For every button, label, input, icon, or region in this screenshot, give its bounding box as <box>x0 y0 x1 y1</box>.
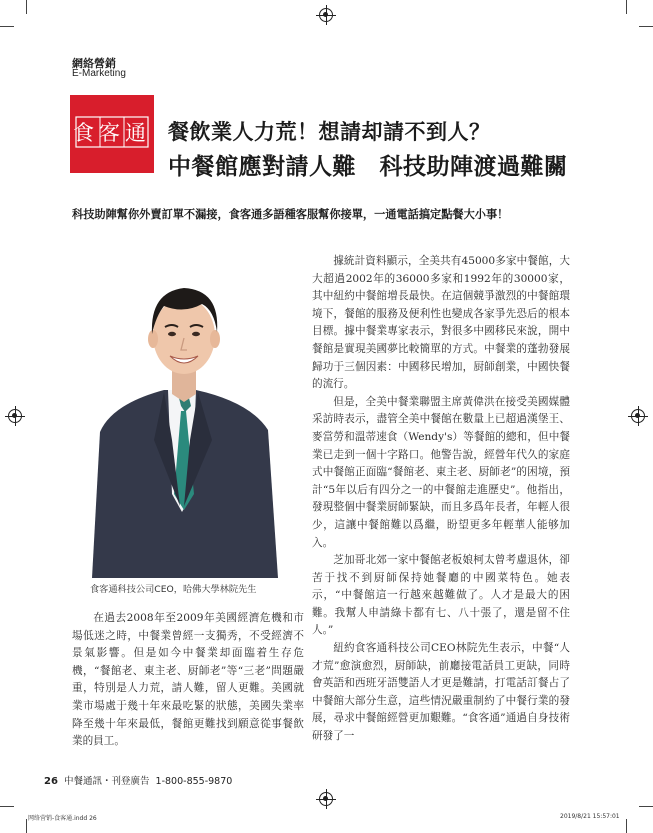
crop-mark <box>639 806 653 807</box>
subheadline: 科技助陣幫你外賣訂單不漏接，食客通多語種客服幫你接單，一通電話搞定點餐大小事！ <box>72 208 509 221</box>
headline-line2: 中餐館應對請人難 科技助陣渡過難關 <box>168 153 568 180</box>
crop-mark <box>626 0 627 14</box>
print-slug-file: 网络营销-食客通.indd 26 <box>28 815 97 822</box>
logo-text: 食客通 <box>73 121 151 145</box>
ceo-portrait <box>72 244 302 578</box>
paragraph: 但是，全美中餐業聯盟主席黃偉洪在接受美國媒體采訪時表示，盡管全美中餐館在數量上已超過漢堡王、麥當勞和溫蒂速食（Wendy's）等餐館的總和，但中餐業已走到一個十字路口。他警告說，經營年代久的家庭式中餐館正面臨“餐館老、東主老、厨師老”的困境，預計“5年以后有四分之一的中餐館走進歷史”。他指出，發現整個中餐業厨師緊缺，而且多爲年長者，年輕人很少，這讓中餐館難以爲繼，盼望更多年輕華人能够加入。 <box>312 395 570 549</box>
crop-mark <box>26 819 27 833</box>
crop-mark <box>26 0 27 14</box>
page-footer <box>44 773 232 787</box>
section-subtitle: E-Marketing <box>72 68 126 79</box>
crop-mark <box>626 819 627 833</box>
photo-caption: 食客通科技公司CEO，哈佛大學林院先生 <box>90 584 257 595</box>
publication-name: 中餐通訊・刊登廣告 <box>63 776 150 787</box>
section-title: 網絡營銷 <box>72 57 116 70</box>
page-number: 26 <box>44 776 58 787</box>
article-column-right <box>312 253 570 746</box>
registration-mark-bottom <box>319 792 333 806</box>
phone-number: 1-800-855-9870 <box>155 776 233 787</box>
paragraph: 據統計資料顯示，全美共有45000多家中餐館，大大超過2002年的36000多家和1992年的30000家，其中紐約中餐館增長最快。在這個競爭激烈的中餐館環境下，餐館的服務及便利性也變成各家爭先恐后的根本目標。據中餐業專家表示，對很多中國移民來說，開中餐館是實現美國夢比較簡單的方式。中餐業的蓬勃發展歸功于三個因素：中國移民增加，厨師創業，中國快餐的流行。 <box>312 255 570 391</box>
article-column-left <box>72 610 304 751</box>
print-slug-timestamp: 2019/8/21 15:57:01 <box>560 813 620 820</box>
registration-mark-top <box>319 8 333 22</box>
registration-mark-right <box>631 409 645 423</box>
crop-mark <box>639 26 653 27</box>
paragraph: 在過去2008年至2009年美國經濟危機和市場低迷之時，中餐業曾經一支獨秀，不受經濟不景氣影響。但是如今中餐業却面臨着生存危機，“餐館老、東主老、厨師老”等“三老”問題嚴重，特別是人力荒，請人難，留人更難。美國就業市場處于幾十年來最吃緊的狀態，美國失業率降至幾十年來最低，餐館更難找到願意從事餐飲業的員工。 <box>72 612 304 748</box>
paragraph: 紐約食客通科技公司CEO林院先生表示，中餐“人才荒”愈演愈烈，厨師缺，前廳接電話員工更缺，同時會英語和西班牙語雙語人才更是難請，打電話訂餐占了中餐館大部分生意，這些情況嚴重制約了中餐行業的發展，尋求中餐館經營更加艱難。“食客通”通過自身技術研發了一 <box>312 642 570 743</box>
brand-logo <box>70 95 154 173</box>
paragraph: 芝加哥北郊一家中餐館老板娘柯太曾考慮退休，卻苦于找不到厨師保持她餐廳的中國菜特色。她表示，“中餐館這一行越來越難做了。人才是最大的困難。我幫人申請綠卡都有七、八十張了，還是留不住人。” <box>312 554 570 637</box>
headline-line1: 餐飲業人力荒！想請却請不到人？ <box>168 119 491 144</box>
crop-mark <box>0 26 14 27</box>
registration-mark-left <box>8 409 22 423</box>
crop-mark <box>0 806 14 807</box>
